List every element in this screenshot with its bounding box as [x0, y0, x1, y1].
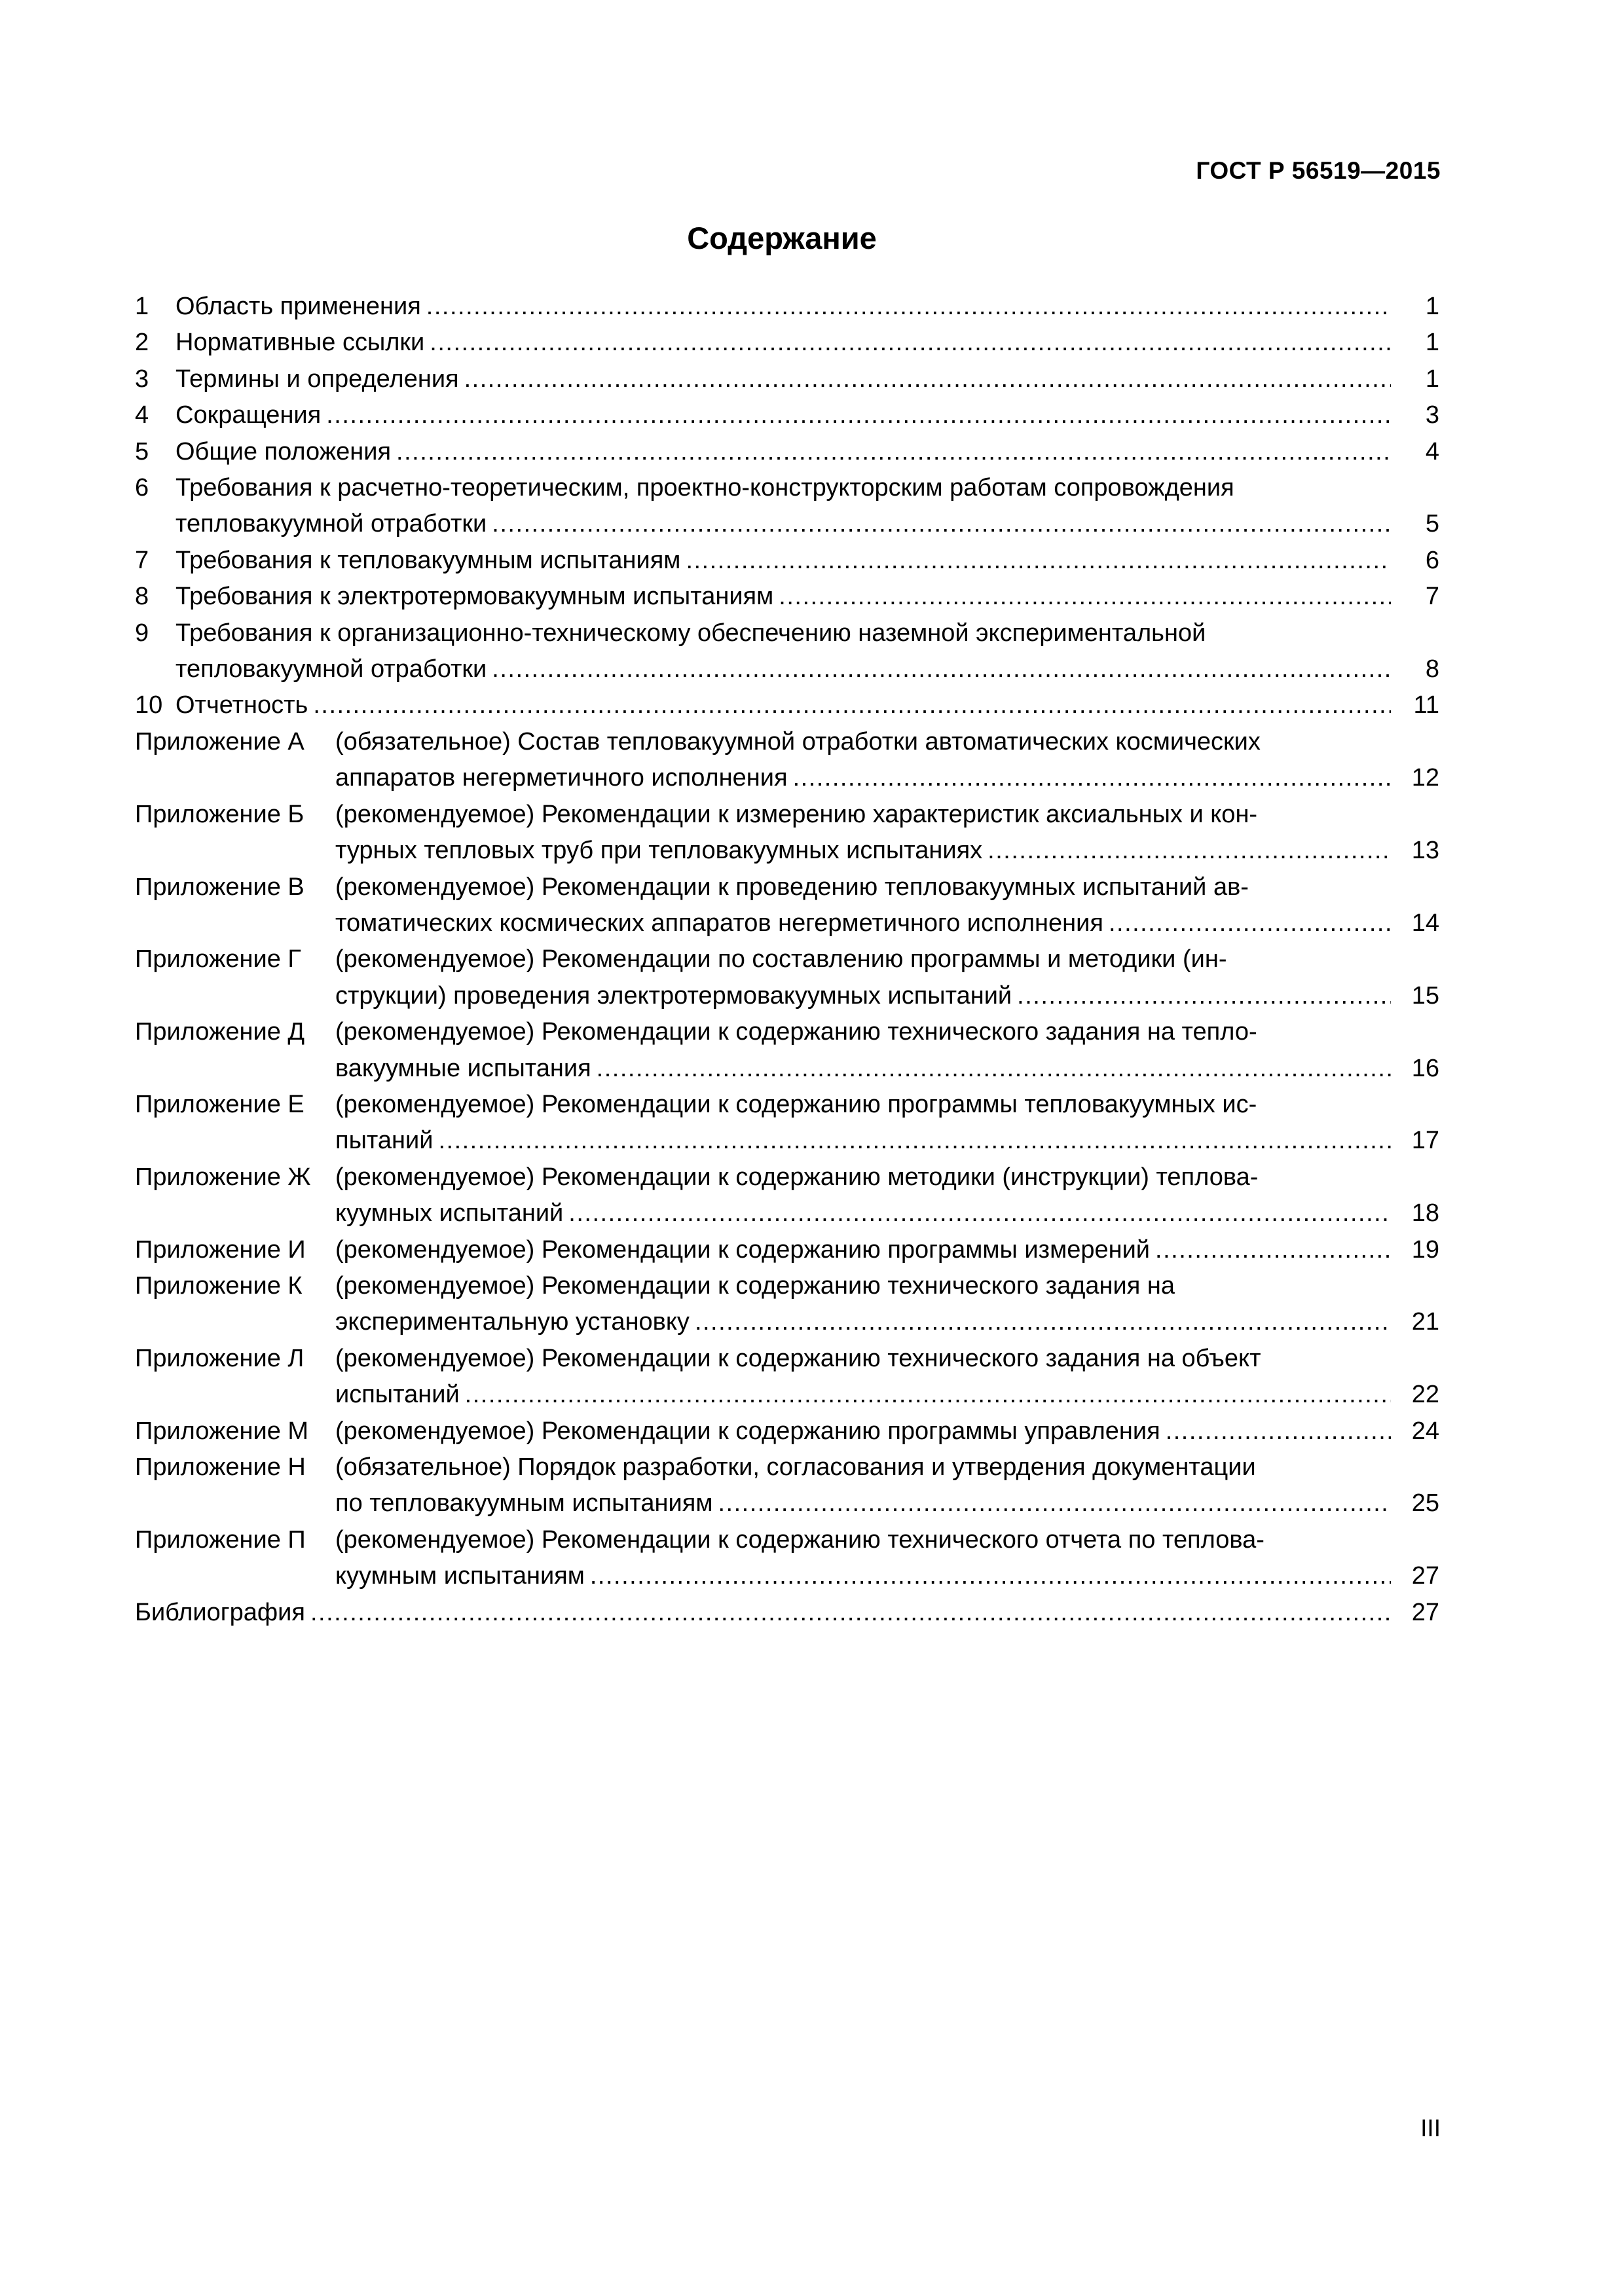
- dot-leader: [492, 506, 1391, 542]
- toc-entry-body: [335, 869, 1439, 942]
- toc-entry-number: Приложение Е: [135, 1090, 304, 1118]
- toc-entry-title-line: куумным испытаниям: [335, 1562, 585, 1590]
- toc-entry[interactable]: [135, 687, 1439, 723]
- toc-entry-title-line: турных тепловых труб при тепловакуумных испытаниях: [335, 837, 983, 865]
- toc-entry-page: 14: [1411, 909, 1439, 937]
- toc-entry-last-line: [335, 1413, 1439, 1449]
- toc-entry-last-line: [335, 1377, 1439, 1413]
- toc-entry-last-line: [175, 687, 1439, 723]
- page-number: III: [1420, 2115, 1441, 2141]
- toc-entry-number: Приложение И: [135, 1235, 306, 1264]
- toc-entry-title-line: Библиография: [135, 1598, 305, 1626]
- dot-leader: [686, 543, 1391, 579]
- toc-entry-title-line: (рекомендуемое) Рекомендации к содержанию программы тепловакуумных ис-: [335, 1090, 1257, 1118]
- toc-entry[interactable]: [135, 1087, 1439, 1159]
- toc-entry-title-line: по тепловакуумным испытаниям: [335, 1489, 713, 1518]
- toc-entry[interactable]: [135, 1341, 1439, 1413]
- toc-entry-body: [335, 724, 1439, 797]
- dot-leader: [1155, 1232, 1391, 1268]
- dot-leader: [426, 289, 1391, 325]
- dot-leader: [326, 397, 1391, 433]
- toc-entry-title-line: (обязательное) Порядок разработки, согласования и утвердения документации: [335, 1453, 1256, 1481]
- toc-entry-last-line: [135, 1595, 1439, 1631]
- toc-entry-number: Приложение А: [135, 727, 304, 756]
- toc-entry-last-line: [335, 1232, 1439, 1268]
- toc-entry-number: 6: [135, 474, 149, 502]
- toc-entry-page: 27: [1411, 1562, 1439, 1590]
- toc-entry-title-line: (рекомендуемое) Рекомендации к содержанию технического задания на: [335, 1271, 1175, 1300]
- toc-entry-number: Приложение Ж: [135, 1163, 311, 1191]
- toc-entry-title-line: (обязательное) Состав тепловакуумной отработки автоматических космических: [335, 727, 1261, 756]
- toc-entry-last-line: [175, 543, 1439, 579]
- toc-entry-last-line: [175, 579, 1439, 615]
- toc-entry-body: [335, 1268, 1439, 1341]
- toc-entry-page: 12: [1411, 764, 1439, 792]
- toc-entry-number: 5: [135, 437, 149, 465]
- toc-entry-title-line: Требования к тепловакуумным испытаниям: [175, 546, 681, 574]
- toc-entry-title-line: испытаний: [335, 1381, 460, 1409]
- toc-entry-last-line: [175, 506, 1439, 542]
- dot-leader: [313, 687, 1391, 723]
- toc-entry-title-line: тепловакуумной отработки: [175, 510, 487, 538]
- toc-entry-page: 15: [1411, 981, 1439, 1010]
- toc-entry-body: [335, 797, 1439, 869]
- toc-entry[interactable]: [135, 724, 1439, 797]
- toc-entry-number: Приложение Г: [135, 945, 302, 974]
- toc-entry-last-line: [335, 1304, 1439, 1340]
- toc-entry-page: 17: [1411, 1127, 1439, 1155]
- toc-entry-number: 10: [135, 691, 163, 720]
- dot-leader: [396, 434, 1391, 470]
- toc-entry-page: 3: [1425, 401, 1439, 429]
- toc-entry-title-line: Требования к расчетно-теоретическим, проектно-конструкторским работам сопровождения: [175, 474, 1234, 502]
- toc-entry-body: [175, 470, 1439, 543]
- toc-entry-page: 5: [1425, 510, 1439, 538]
- toc-entry-body: [335, 1413, 1439, 1449]
- toc-entry-body: [335, 1014, 1439, 1087]
- toc-entry-last-line: [335, 1558, 1439, 1594]
- toc-entry[interactable]: [135, 1522, 1439, 1595]
- dot-leader: [1109, 905, 1391, 941]
- toc-entry-page: 6: [1425, 546, 1439, 574]
- toc-entry-number: Приложение Л: [135, 1344, 304, 1372]
- toc-entry-body: [175, 434, 1439, 470]
- toc-entry-page: 7: [1425, 583, 1439, 611]
- toc-entry-last-line: [335, 1485, 1439, 1522]
- toc-entry-title-line: Область применения: [175, 293, 421, 320]
- toc-entry-last-line: [335, 760, 1439, 796]
- toc-entry-title-line: экспериментальную установку: [335, 1308, 690, 1336]
- toc-entry-page: 1: [1425, 365, 1439, 393]
- toc-entry-last-line: [175, 289, 1439, 325]
- toc-entry-number: 8: [135, 583, 149, 611]
- toc-entry-body: [175, 289, 1439, 325]
- dot-leader: [597, 1051, 1391, 1087]
- toc-entry-page: 21: [1411, 1308, 1439, 1336]
- dot-leader: [987, 833, 1391, 869]
- toc-entry-title-line: Общие положения: [175, 437, 392, 465]
- toc-entry-number: 3: [135, 365, 149, 393]
- toc-entry-number: 4: [135, 401, 149, 429]
- page-title: Содержание: [687, 221, 877, 255]
- toc-entry[interactable]: [135, 470, 1439, 543]
- toc-entry-page: 18: [1411, 1199, 1439, 1228]
- toc-entry-title-line: вакуумные испытания: [335, 1054, 591, 1082]
- toc-entry-body: [175, 397, 1439, 433]
- dot-leader: [695, 1304, 1391, 1340]
- toc-entry-page: 13: [1411, 837, 1439, 865]
- toc-entry-page: 4: [1425, 437, 1439, 465]
- dot-leader: [465, 1377, 1391, 1413]
- toc-entry-title-line: струкции) проведения электротермовакуумных испытаний: [335, 981, 1012, 1010]
- dot-leader: [718, 1485, 1391, 1522]
- dot-leader: [1017, 978, 1391, 1014]
- toc-entry-number: 7: [135, 546, 149, 574]
- toc-entry-last-line: [175, 325, 1439, 361]
- toc-entry-number: 1: [135, 293, 149, 320]
- toc-entry[interactable]: [135, 941, 1439, 1014]
- toc-entry-number: Приложение В: [135, 873, 304, 901]
- toc-entry-title-line: Требования к организационно-техническому обеспечению наземной экспериментальной: [175, 619, 1206, 647]
- toc-entry-title-line: (рекомендуемое) Рекомендации к содержанию технического отчета по теплова-: [335, 1525, 1264, 1554]
- toc-entry-title-line: аппаратов негерметичного исполнения: [335, 764, 788, 792]
- toc-entry[interactable]: [135, 1595, 1439, 1631]
- dot-leader: [464, 361, 1391, 397]
- toc-entry-last-line: [335, 905, 1439, 941]
- dot-leader: [793, 760, 1391, 796]
- toc-entry[interactable]: [135, 615, 1439, 688]
- toc-entry-body: [175, 579, 1439, 615]
- toc-entry[interactable]: [135, 1014, 1439, 1087]
- toc-entry-title-line: (рекомендуемое) Рекомендации к проведению тепловакуумных испытаний ав-: [335, 873, 1249, 901]
- toc-entry-page: 19: [1411, 1235, 1439, 1264]
- toc-entry-title-line: томатических космических аппаратов негерметичного исполнения: [335, 909, 1103, 937]
- dot-leader: [310, 1595, 1391, 1631]
- toc-entry[interactable]: [135, 1449, 1439, 1522]
- toc-entry-page: 16: [1411, 1054, 1439, 1082]
- toc-entry-title-line: Требования к электротермовакуумным испытаниям: [175, 583, 774, 611]
- toc-entry-last-line: [335, 833, 1439, 869]
- toc-entry-number: Приложение Н: [135, 1453, 306, 1481]
- toc-entry-number: 9: [135, 619, 149, 647]
- toc-entry-number: Приложение К: [135, 1271, 303, 1300]
- toc-entry-last-line: [335, 1051, 1439, 1087]
- toc-entry-page: 1: [1425, 329, 1439, 357]
- toc-entry[interactable]: [135, 397, 1439, 433]
- toc-entry-last-line: [175, 434, 1439, 470]
- toc-entry-title-line: Термины и определения: [175, 365, 459, 393]
- toc-entry[interactable]: [135, 361, 1439, 397]
- toc-entry[interactable]: [135, 289, 1439, 325]
- toc-entry-body: [175, 543, 1439, 579]
- toc-entry-page: 11: [1413, 691, 1439, 720]
- toc-entry-title-line: куумных испытаний: [335, 1199, 564, 1228]
- toc-entry-title-line: (рекомендуемое) Рекомендации по составлению программы и методики (ин-: [335, 945, 1227, 974]
- toc-entry-body: [335, 1087, 1439, 1159]
- toc-entry[interactable]: [135, 325, 1439, 361]
- toc-entry-page: 8: [1425, 655, 1439, 683]
- toc-entry[interactable]: [135, 579, 1439, 615]
- toc-entry-last-line: [335, 1123, 1439, 1159]
- toc-entry-title-line: Отчетность: [175, 691, 308, 720]
- toc-entry-title-line: Сокращения: [175, 401, 322, 429]
- toc-entry[interactable]: [135, 1268, 1439, 1341]
- toc-entry-body: [335, 1232, 1439, 1268]
- toc-entry-page: 1: [1425, 293, 1439, 320]
- toc-entry-body: [335, 941, 1439, 1014]
- toc-entry-number: Приложение Д: [135, 1018, 305, 1046]
- toc-entry[interactable]: [135, 1232, 1439, 1268]
- toc-entry-number: Приложение П: [135, 1525, 306, 1554]
- toc-entry-last-line: [175, 397, 1439, 433]
- toc-entry-page: 27: [1411, 1598, 1439, 1626]
- document-standard-number: ГОСТ Р 56519—2015: [1196, 157, 1441, 184]
- toc-entry-last-line: [335, 1195, 1439, 1231]
- toc-entry-body: [335, 1449, 1439, 1522]
- dot-leader: [438, 1123, 1391, 1159]
- toc-entry-body: [135, 1595, 1439, 1631]
- toc-entry-title-line: (рекомендуемое) Рекомендации к содержанию программы управления: [335, 1417, 1160, 1445]
- toc-entry[interactable]: [135, 797, 1439, 869]
- dot-leader: [1166, 1413, 1391, 1449]
- toc-entry[interactable]: [135, 434, 1439, 470]
- toc-entry-body: [175, 325, 1439, 361]
- toc-entry-title-line: (рекомендуемое) Рекомендации к содержанию технического задания на объект: [335, 1344, 1261, 1372]
- dot-leader: [590, 1558, 1391, 1594]
- toc-entry-number: Приложение Б: [135, 800, 304, 828]
- toc-entry-body: [175, 615, 1439, 688]
- toc-entry-number: 2: [135, 329, 149, 357]
- toc-entry-body: [175, 361, 1439, 397]
- toc-entry-body: [175, 687, 1439, 723]
- table-of-contents: [135, 289, 1439, 1631]
- toc-entry-body: [335, 1341, 1439, 1413]
- toc-entry[interactable]: [135, 1159, 1439, 1232]
- toc-entry-title-line: тепловакуумной отработки: [175, 655, 487, 683]
- toc-entry-last-line: [335, 978, 1439, 1014]
- toc-entry-body: [335, 1522, 1439, 1595]
- toc-entry-title-line: пытаний: [335, 1127, 434, 1155]
- toc-entry-page: 24: [1411, 1417, 1439, 1445]
- dot-leader: [779, 579, 1391, 615]
- toc-entry[interactable]: [135, 543, 1439, 579]
- toc-entry-title-line: Нормативные ссылки: [175, 329, 425, 357]
- toc-entry-title-line: (рекомендуемое) Рекомендации к содержанию методики (инструкции) теплова-: [335, 1163, 1259, 1191]
- toc-entry-body: [335, 1159, 1439, 1232]
- toc-entry-number: Приложение М: [135, 1417, 309, 1445]
- toc-entry-last-line: [175, 651, 1439, 687]
- dot-leader: [430, 325, 1391, 361]
- toc-entry-page: 22: [1411, 1381, 1439, 1409]
- toc-entry[interactable]: [135, 1413, 1439, 1449]
- toc-entry-last-line: [175, 361, 1439, 397]
- toc-entry-page: 25: [1411, 1489, 1439, 1518]
- dot-leader: [568, 1195, 1391, 1231]
- toc-entry[interactable]: [135, 869, 1439, 942]
- toc-entry-title-line: (рекомендуемое) Рекомендации к содержанию технического задания на тепло-: [335, 1018, 1257, 1046]
- toc-entry-title-line: (рекомендуемое) Рекомендации к содержанию программы измерений: [335, 1235, 1151, 1264]
- toc-entry-title-line: (рекомендуемое) Рекомендации к измерению характеристик аксиальных и кон-: [335, 800, 1258, 828]
- dot-leader: [492, 651, 1391, 687]
